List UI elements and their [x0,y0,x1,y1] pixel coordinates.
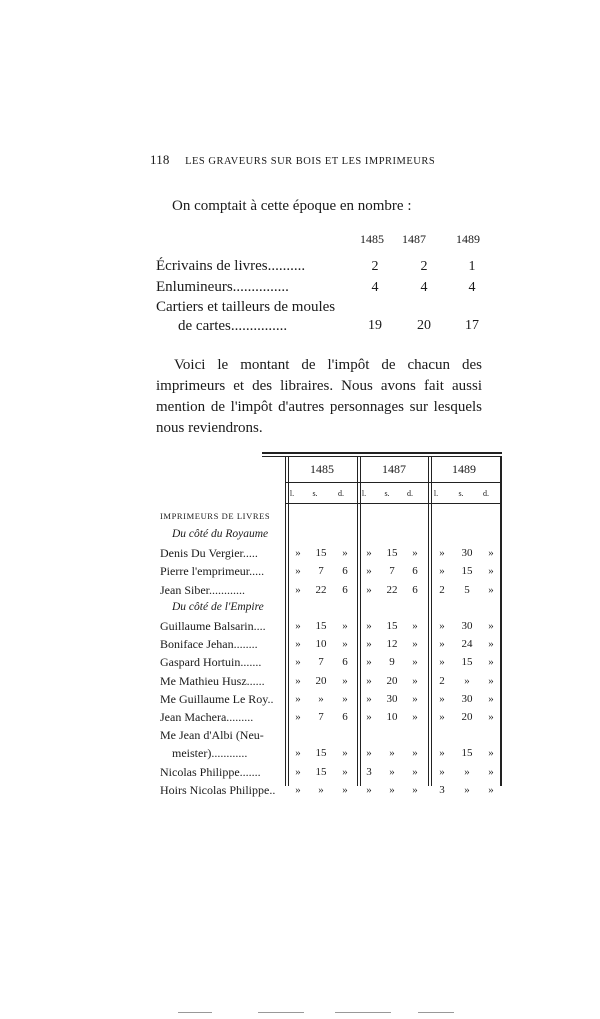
unit-label: s. [312,489,318,498]
tax-cell: » [412,711,418,723]
tax-cell: » [412,765,418,778]
tax-cell: » [439,692,445,705]
tax-cell: » [342,638,348,651]
tax-cell: 15 [315,747,327,760]
tax-cell: 6 [412,583,418,596]
tax-cell: 6 [342,656,348,669]
tax-cell: 20 [315,674,327,687]
tax-cell: » [342,620,348,632]
tax-cell: 10 [386,711,398,723]
tax-row-name: Hoirs Nicolas Philippe.. [160,782,276,797]
tax-cell: » [366,747,372,760]
tax-cell: » [464,765,470,778]
tax-cell: » [488,674,494,687]
unit-label: d. [483,489,489,498]
tax-year-1485: 1485 [310,462,334,476]
tax-cell: » [295,656,301,669]
tax-cell: 3 [439,783,445,796]
census-row-label: Enlumineurs............... [156,279,289,295]
census-row-label: de cartes............... [178,318,288,334]
tax-cell: » [412,692,418,705]
tax-cell: » [488,547,494,560]
tax-cell: » [366,583,372,596]
tax-cell: 20 [386,674,398,687]
tax-cell: » [412,747,418,760]
tax-cell: 6 [342,565,348,578]
group-title: Du côté de l'Empire [172,600,264,613]
tax-cell: » [342,783,348,796]
tax-cell: 30 [461,620,473,632]
tax-cell: 15 [461,656,473,669]
tax-cell: 15 [315,620,327,632]
tax-cell: » [295,583,301,596]
census-value: 4 [468,280,476,295]
paragraph-text: Voici le montant de l'impôt de chacun des imprimeurs et des libraires. Nous avons fait aussi mention de l'impôt d'autres personnages sur lesquels nous reviendrons. [156,357,482,436]
tax-year-1489: 1489 [452,462,476,476]
tax-cell: » [366,692,372,705]
tax-cell: 15 [386,620,398,632]
table-col-rule [428,456,429,786]
tax-cell: » [412,674,418,687]
tax-cell: » [439,656,445,669]
tax-cell: » [488,783,494,796]
tax-cell: 10 [315,638,327,651]
unit-label: d. [407,489,413,498]
tax-cell: 15 [315,547,327,560]
tax-cell: » [295,765,301,778]
tax-cell: » [488,638,494,651]
census-year-1485: 1485 [360,232,384,246]
census-value: 2 [420,259,428,274]
tax-row-name: Boniface Jehan........ [160,637,258,652]
tax-row-name: Jean Siber............ [160,582,245,597]
tax-cell: » [439,565,445,578]
tax-cell: » [366,620,372,632]
tax-cell: » [342,674,348,687]
page-number: 118 [150,152,170,167]
tax-cell: » [366,783,372,796]
tax-row-name: meister)............ [172,746,248,761]
tax-cell: » [488,565,494,578]
tax-cell: » [318,692,324,705]
group-title: Du côté du Royaume [172,528,269,540]
unit-label: s. [384,489,390,498]
tax-cell: 6 [342,583,348,596]
tax-cell: 6 [342,711,348,723]
tax-cell: 15 [386,547,398,560]
tax-cell: 9 [389,656,395,669]
census-value: 2 [371,259,379,274]
tax-cell: » [389,765,395,778]
bottom-rule [335,1012,391,1013]
census-year-1487: 1487 [402,232,426,246]
tax-cell: 5 [464,583,470,596]
tax-year-1487: 1487 [382,462,406,476]
tax-row-name: Denis Du Vergier..... [160,546,258,561]
tax-cell: » [342,747,348,760]
tax-cell: 20 [461,711,473,723]
census-value: 20 [417,318,431,333]
section-title: IMPRIMEURS DE LIVRES [160,511,271,521]
tax-cell: 15 [315,765,327,778]
tax-cell: » [488,656,494,669]
body-paragraph [156,355,482,439]
tax-cell: » [342,765,348,778]
unit-label: s. [458,489,464,498]
census-value: 1 [468,259,476,274]
bottom-rule [418,1012,454,1013]
unit-label: d. [338,489,344,498]
tax-cell: » [342,692,348,705]
tax-cell: » [295,638,301,651]
tax-cell: » [488,711,494,723]
tax-cell: » [295,747,301,760]
tax-cell: 30 [386,692,398,705]
tax-cell: » [439,547,445,560]
tax-row-name: Me Guillaume Le Roy.. [160,691,274,706]
tax-cell: » [412,547,418,560]
tax-cell: » [488,583,494,596]
tax-cell: 7 [318,711,324,723]
table-top-rule [262,452,502,454]
tax-cell: » [488,747,494,760]
tax-row-name: Me Mathieu Husz...... [160,673,265,688]
table-unit-rule [285,503,502,504]
tax-cell: » [389,747,395,760]
census-value: 4 [371,280,379,295]
tax-cell: » [366,674,372,687]
tax-cell: » [412,656,418,669]
tax-cell: » [295,565,301,578]
tax-cell: » [439,765,445,778]
tax-cell: » [295,783,301,796]
tax-cell: » [295,692,301,705]
tax-cell: » [366,638,372,651]
tax-cell: » [295,674,301,687]
tax-cell: » [366,656,372,669]
tax-row-name: Gaspard Hortuin....... [160,655,262,670]
tax-cell: » [295,547,301,560]
tax-cell: 3 [366,765,372,778]
tax-cell: 2 [439,583,445,596]
tax-cell: » [412,620,418,632]
tax-cell: » [366,565,372,578]
tax-row-name: Guillaume Balsarin.... [160,619,266,633]
census-value: 4 [420,280,428,295]
tax-cell: 30 [461,547,473,560]
bottom-rule [178,1012,212,1013]
tax-cell: 22 [315,583,327,596]
tax-cell: 30 [461,692,473,705]
tax-cell: » [488,620,494,632]
census-year-1489: 1489 [456,232,480,246]
census-row-label: Écrivains de livres.......... [156,258,306,274]
tax-cell: 15 [461,565,473,578]
unit-label: l. [289,489,295,498]
tax-cell: 12 [386,638,398,651]
tax-cell: » [439,711,445,723]
tax-cell: » [342,547,348,560]
tax-row-name: Jean Machera......... [160,710,254,724]
tax-cell: 6 [412,565,418,578]
tax-cell: » [439,620,445,632]
tax-cell: » [389,783,395,796]
tax-cell: » [412,638,418,651]
tax-cell: 7 [389,565,395,578]
intro-line: On comptait à cette époque en nombre : [172,198,412,214]
tax-cell: » [464,674,470,687]
tax-cell: » [295,711,301,723]
bottom-rule [258,1012,304,1013]
tax-row-name: Pierre l'emprimeur..... [160,564,265,579]
census-value: 19 [368,318,382,333]
tax-cell: » [488,765,494,778]
tax-cell: » [366,547,372,560]
tax-cell: 2 [439,674,445,687]
unit-label: l. [433,489,439,498]
table-top-rule-2 [262,456,502,457]
tax-cell: » [318,783,324,796]
tax-cell: » [366,711,372,723]
tax-cell: » [488,692,494,705]
tax-cell: » [464,783,470,796]
table-year-rule [285,482,502,483]
tax-cell: 15 [461,747,473,760]
tax-cell: » [412,783,418,796]
running-header [150,152,435,168]
tax-cell: » [439,638,445,651]
tax-cell: 22 [386,583,398,596]
tax-cell: 7 [318,656,324,669]
census-row-label: Cartiers et tailleurs de moules [156,299,336,315]
tax-cell: 7 [318,565,324,578]
tax-row-name: Nicolas Philippe....... [160,764,261,779]
census-value: 17 [465,318,479,333]
tax-cell: » [295,620,301,632]
unit-label: l. [361,489,367,498]
running-title: LES GRAVEURS SUR BOIS ET LES IMPRIMEURS [185,156,436,167]
tax-cell: » [439,747,445,760]
tax-cell: 24 [461,638,473,651]
table-col-rule [285,456,286,786]
tax-row-name: Me Jean d'Albi (Neu- [160,728,264,743]
